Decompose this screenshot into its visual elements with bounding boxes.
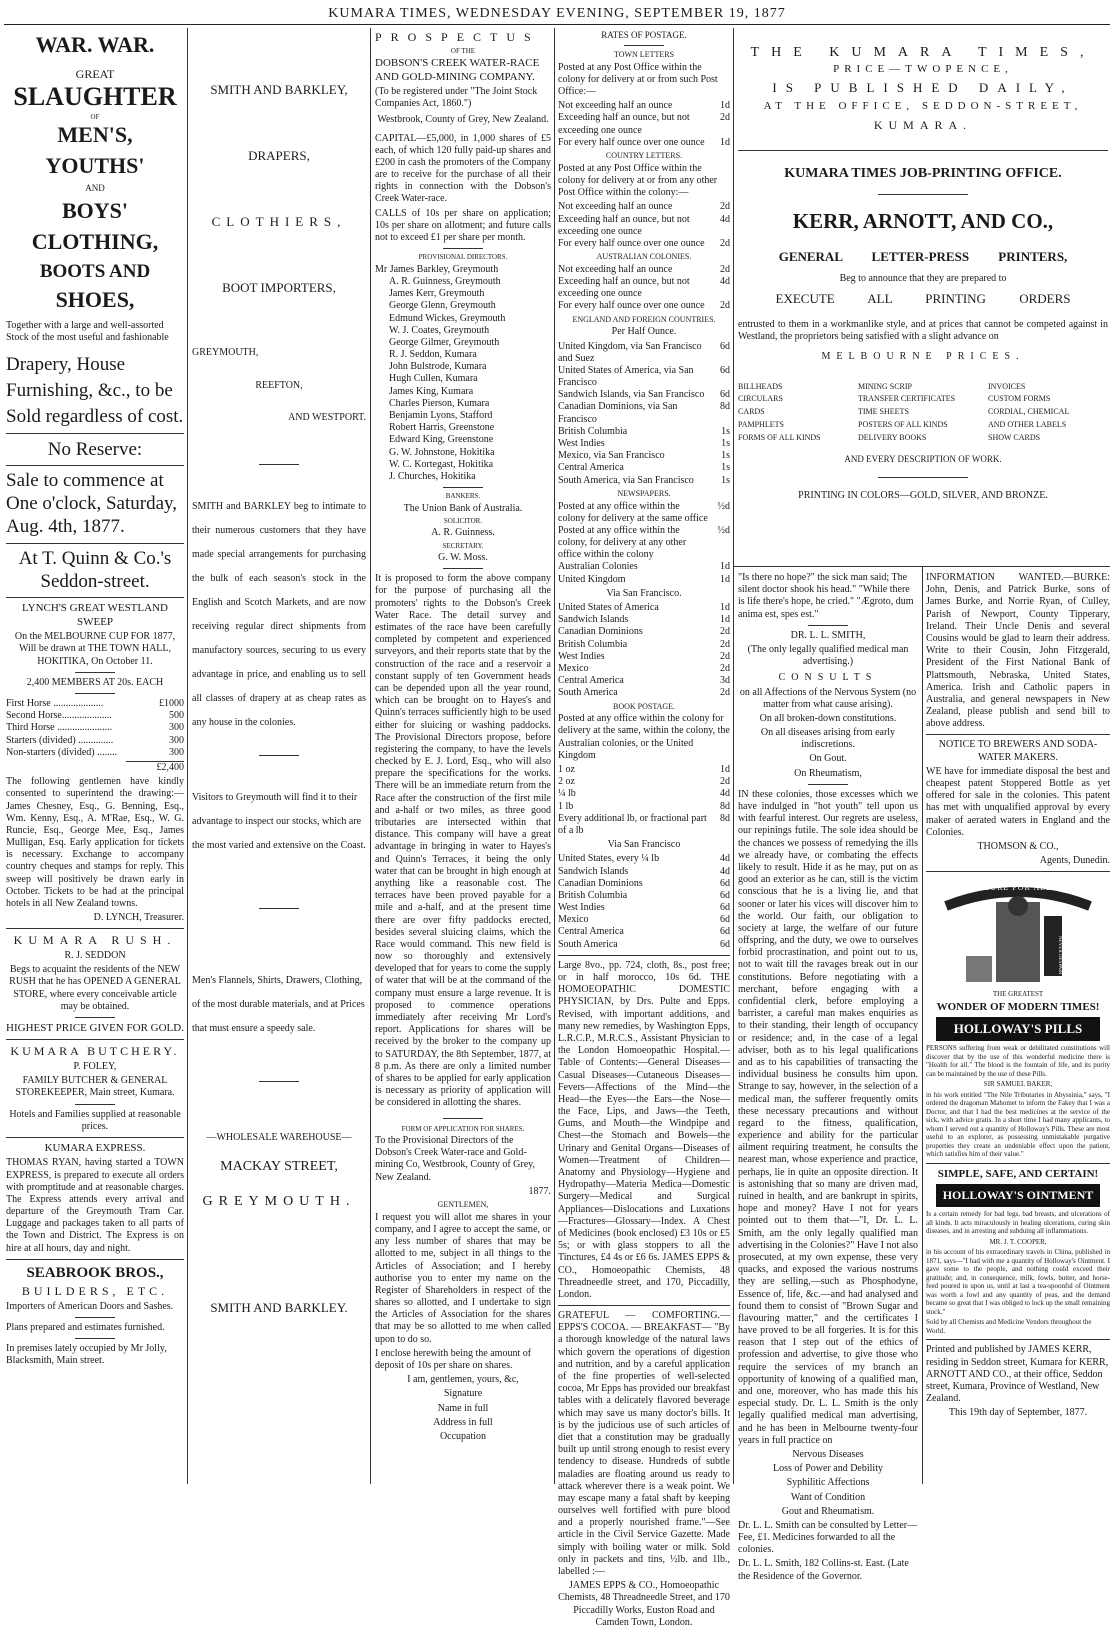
capital-text: CAPITAL—£5,000, in 1,000 shares of £5 each, of which 120 fully paid-up shares and £200 in cash the promoters of the Company are to receive for the purchase of all their rights in connection with the Dobson's Creek Water-race. — [375, 132, 551, 205]
rheum-text: On Rheumatism, — [794, 767, 862, 779]
kerr-arnott-heading: KERR, ARNOTT, AND CO., — [792, 209, 1054, 234]
director-item: J. Churches, Hokitika — [389, 470, 476, 482]
rate-row: Exceeding half an ounce, but not exceeding one ounce 4d — [558, 276, 730, 300]
director-item: Edmund Wickes, Greymouth — [389, 312, 506, 324]
postage-heading: RATES OF POSTAGE. — [601, 30, 687, 40]
execute-heading: EXECUTE ALL PRINTING ORDERS — [775, 291, 1071, 307]
sold-text: Sold by all Chemists and Medicine Vendors throughout the World. — [926, 1318, 1092, 1335]
newspapers-heading: NEWSPAPERS. — [617, 488, 671, 498]
rate-row: British Columbia 2d — [558, 638, 730, 650]
rate-row: United States of America, via San Francisco 6d — [558, 364, 730, 389]
director-item: Robert Harris, Greenstone — [389, 422, 495, 434]
greymouth-heading: GREYMOUTH. — [202, 1194, 356, 1210]
masthead-rule — [4, 24, 1110, 25]
wonder-heading: WONDER OF MODERN TIMES! — [936, 1000, 1100, 1013]
england-rates — [558, 341, 730, 487]
director-item: G. W. Johnstone, Hokitika — [389, 446, 495, 458]
additional-row: Every additional lb, or fractional part of a lb 8d — [558, 812, 730, 836]
mackay-street: MACKAY STREET, — [220, 1159, 338, 1175]
hygeia-illustration — [926, 876, 1110, 986]
column-5 — [738, 570, 918, 1582]
butchery-heading: KUMARA BUTCHERY. — [10, 1044, 180, 1059]
loss-text: Loss of Power and Debility — [773, 1463, 883, 1475]
hotels-text: Hotels and Families supplied at reasonable prices. — [9, 1108, 181, 1132]
form-field-name: Name in full — [437, 1402, 489, 1414]
rate-row: Central America 6d — [558, 926, 730, 938]
baker-heading: SIR SAMUEL BAKER, — [983, 1080, 1053, 1089]
calls-text: CALLS of 10s per share on application; 10s per share on allotment; and future calls not to exceed £1 per share per month. — [375, 207, 551, 244]
rate-row: United States of America 1d — [558, 602, 730, 614]
job-printing-heading: KUMARA TIMES JOB-PRINTING OFFICE. — [784, 166, 1062, 182]
imprint-text: Printed and published by JAMES KERR, residing in Seddon street, Kumara for KERR, ARNOTT AND CO., at their office, Seddon street, Kumara, Province of Westland, New Zealand. — [926, 1344, 1109, 1405]
column-3 — [375, 28, 551, 1484]
rate-row: Central America 1s — [558, 462, 730, 474]
nervous-text: Nervous Diseases — [792, 1448, 864, 1460]
great-text: GREAT — [75, 66, 115, 81]
country-rates — [558, 201, 730, 250]
gout2-text: Gout and Rheumatism. — [781, 1505, 875, 1517]
bank-name: The Union Bank of Australia. — [403, 502, 523, 514]
rate-row: Canadian Dominions 2d — [558, 626, 730, 638]
printing-item-row: BILLHEADS MINING SCRIP INVOICES — [738, 381, 1026, 391]
director-item: Charles Pierson, Kumara — [389, 397, 490, 409]
prize-row: Non-starters (divided) ........ 300 — [6, 746, 184, 758]
via-sf-rates-2 — [558, 853, 730, 951]
imprint-date: This 19th day of September, 1877. — [948, 1407, 1088, 1419]
never-despair-text: NEVER DESPAIR — [1057, 936, 1062, 975]
via-sf-heading: Via San Francisco. — [606, 587, 682, 599]
published-daily: IS PUBLISHED DAILY, — [772, 80, 1074, 96]
prospectus-body: It is proposed to form the above company for the purpose of purchasing all the promoters' rights to the Dobson's Creek Water Race. The detail survey and estimates of the race have been carefully completed by competent and experienced surveyors, and their reports state that by the construction of the race and a reservoir a constant supply of ten Government heads can be depended upon all the year round, which can be brought on to Hayes's and Quinn's terraces sufficiently high to be used either for sluicing or washing paddocks. The Provisional Directors propose, before registering the company, to have the levels checked by E. J. Lord, Esq., who will also prepare the specifications for the works. There will be an immediate return from the Race after the construction of the first mile and a-half or two miles, as three good tributaries are intersected within that distance. This company will have a great advantage in bringing in water to Hayes's and Quinn's Terraces, it being the only water that can be brought in high enough at anything like a reasonable cost. The terraces have been proved payable for a mile and a-half, and at the present time there are over fifty paddocks erected, besides several sluicing claims, which the Race would command. This new field is now so thoroughly and extensively developed that for years to come the supply of water that will be at the command of the company must ensure a large revenue. It is proposed to commence operations immediately after receiving Mr Lord's report. Applications for shares will be received by the broker to the company up to SATURDAY, the 8th September, 1877, at 8 p.m. As there are only a limited number of shares to be applied for early application is necessary as priority of application will be considered in allotting the shares. — [375, 573, 551, 1109]
director-item: George Glenn, Greymouth — [389, 300, 496, 312]
cooper-body: in his account of his extraordinary travels in China, published in 1871, says—"I had with me a quantity of Holloway's Ointment. I gave some to the people, and nothing could exceed their gratitude; and, in consequence, milk, fowls, butter, and horse-feed poured in upon us, until at last a tea-spoonful of Ointment was worth a fowl and any quantity of peas, and the demand became so great that I was obliged to lock up the small remaining stock." — [926, 1248, 1110, 1316]
book-rates — [558, 764, 730, 813]
directors-list — [375, 264, 551, 483]
lynch-subtitle: On the MELBOURNE CUP FOR 1877, Will be drawn at THE TOWN HALL, HOKITIKA, On October 11. — [14, 631, 176, 667]
entrusted-text: entrusted to them in a workmanlike style, and at prices that cannot be competed against in Westland, the proprietors being satisfied with a slight advance on — [738, 318, 1108, 343]
rate-row: South America, via San Francisco 1s — [558, 474, 730, 486]
prize-row: First Horse .................... £1000 — [6, 698, 184, 709]
town-letters-heading: TOWN LETTERS — [613, 49, 675, 59]
boots-heading: BOOTS AND — [39, 260, 151, 282]
members-text: 2,400 MEMBERS AT 20s. EACH — [26, 676, 164, 688]
and-text: AND — [85, 183, 105, 194]
drapery-text: Drapery, House Furnishing, &c., to be Sold regardless of cost. — [6, 354, 184, 427]
form-closing: I am, gentlemen, yours, &c, — [407, 1374, 519, 1386]
hope-verse: "Is there no hope?" the sick man said; The silent doctor shook his head." "While there is life there's hope, he cried." "Ægroto, dum anima est, spes est." — [738, 572, 914, 620]
general-printers-heading: GENERAL LETTER-PRESS PRINTERS, — [778, 249, 1068, 265]
rate-row: South America 2d — [558, 687, 730, 699]
boot-importers-heading: BOOT IMPORTERS, — [222, 279, 336, 295]
rate-row: 1 lb 8d — [558, 800, 730, 812]
simple-safe-heading: SIMPLE, SAFE, AND CERTAIN! — [937, 1168, 1099, 1181]
affections-text: on all Affections of the Nervous System (no matter from what cause arising). — [739, 686, 917, 710]
form-heading: FORM OF APPLICATION FOR SHARES. — [401, 1124, 525, 1133]
rate-row: Central America 3d — [558, 675, 730, 687]
westbrook-text: Westbrook, County of Grey, New Zealand. — [377, 114, 549, 126]
rate-row: British Columbia 1s — [558, 425, 730, 437]
newspaper-rates — [558, 501, 730, 586]
plans-text: Plans prepared and estimates furnished. — [6, 1321, 165, 1333]
thomson-name: THOMSON & CO., — [977, 840, 1059, 852]
rate-row: Australian Colonies 1d — [558, 561, 730, 573]
director-item: Hugh Cullen, Kumara — [389, 373, 478, 385]
every-description: AND EVERY DESCRIPTION OF WORK. — [844, 454, 1002, 465]
slaughter-heading: SLAUGHTER — [13, 82, 177, 112]
via-sf-heading-2: Via San Francisco — [607, 839, 681, 851]
letter-text: Dr. L. L. Smith can be consulted by Letter—Fee, £1. Medicines forwarded to all the colonies. — [738, 1519, 918, 1556]
diseases-text: On all diseases arising from early indiscretions. — [760, 727, 896, 751]
kumara-text: KUMARA. — [873, 117, 973, 132]
australian-rates — [558, 264, 730, 313]
drapers-heading: DRAPERS, — [248, 147, 310, 163]
notice-heading: NOTICE TO BREWERS AND SODA-WATER MAKERS. — [938, 739, 1098, 763]
melbourne-prices: MELBOURNE PRICES. — [821, 351, 1025, 363]
bankers-heading: BANKERS. — [445, 492, 481, 501]
column-rule — [370, 28, 371, 1484]
boys-heading: BOYS' — [61, 198, 129, 224]
information-wanted: INFORMATION WANTED.—BURKE: John, Denis, and Patrick Burke, sons of James Burke, and Norrie Ryan, of Culley, Parish of Newport, County Tipperary, Ireland. Their Uncle Denis and several Cousins would be glad to learn their address. Write to their Cousin, John Fitzgerald, President of the First National Bank of Plattsmouth, Nebraska, United States, America. Irish and Catholic papers in Australia, and general newspapers in New Zealand, please publish and send bill to above address. — [926, 572, 1110, 730]
rush-body: Begs to acquaint the residents of the NEW RUSH that he has OPENED A GENERAL STORE, where every conceivable article may be obtained. — [9, 964, 181, 1012]
prize-row: Third Horse ...................... 300 — [6, 722, 184, 734]
rate-row: Posted at any office within the colony, for delivery at any other office within the colony ½d — [558, 524, 730, 561]
printing-item-row: FORMS OF ALL KINDS DELIVERY BOOKS SHOW CARDS — [738, 432, 1041, 442]
england-heading: ENGLAND AND FOREIGN COUNTRIES. — [572, 314, 716, 324]
rush-heading: KUMARA RUSH. — [13, 933, 177, 948]
kumara-times-notice — [738, 28, 1108, 564]
gout-text: On Gout. — [809, 753, 847, 765]
homoeopathic-ad: Large 8vo., pp. 724, cloth, 8s., post free; or in half morocco, 10s 6d. THE HOMOEOPATHIC DOMESTIC PHYSICIAN, by Drs. Pulte and Epps. Revised, with important additions, and many new remedies, by Washington Epps, L.R.C.P., M.R.C.S., Assistant Physician to the London Homoeopathic Hospital.—Table of Contents:—General Diseases—Casual Diseases—Cutaneous Diseases—Fevers—Affections of the Mind—the Head—the Eyes—the Ears—the Nose—the Face, Lips, and Jaws—the Teeth, Gums, and Mouth—the Windpipe and Chest—the Stomach and Bowels—the Urinary and Genital Organs—Diseases of Women—Treatment of Children—Anatomy and Physiology—Hygiene and Hydropathy—Materia Medica—Domestic Surgery—Medical and Surgical Appliances—Dislocations and Luxations—Fractures—Glossary—Index. A Chest of Medicines (book enclosed) £3 10s or £5 5s; or with glass stoppers to all the Tinctures, £4 4s or £6 6s. JAMES EPPS & CO., Homoeopathic Chemists, 48 Threadneedle street, and 170, Piccadilly, London. — [558, 959, 730, 1300]
rate-row: Exceeding half an ounce, but not exceeding one ounce 4d — [558, 213, 730, 237]
cocoa-signature: JAMES EPPS & CO., Homoeopathic Chemists, 48 Threadneedle Street, and 170 Piccadilly Works, Euston Road and Camden Town, London. — [558, 1580, 730, 1628]
beg-text: Beg to announce that they are prepared to — [839, 272, 1007, 284]
sale-text: Sale to commence at One o'clock, Saturday, Aug. 4th, 1877. — [6, 470, 178, 538]
australian-heading: AUSTRALIAN COLONIES. — [596, 252, 692, 262]
rate-row: Not exceeding half an ounce 2d — [558, 201, 730, 213]
rate-row: West Indies 1s — [558, 438, 730, 450]
agents-text: Agents, Dunedin. — [1039, 855, 1110, 867]
rate-row: Sandwich Islands 1d — [558, 614, 730, 626]
rate-row: Canadian Dominions, via San Francisco 8d — [558, 401, 730, 425]
qualified-text: (The only legally qualified medical man advertising.) — [747, 643, 909, 668]
holloways-pills-banner: HOLLOWAY'S PILLS — [936, 1017, 1100, 1041]
lynch-heading: LYNCH'S GREAT WESTLAND SWEEP — [22, 602, 168, 628]
director-item: James Kerr, Greymouth — [389, 288, 485, 300]
director-item: W. C. Kortegast, Hokitika — [389, 458, 494, 470]
highest-price: HIGHEST PRICE GIVEN FOR GOLD. — [6, 1021, 184, 1034]
smith-barkley-footer: SMITH AND BARKLEY. — [210, 1300, 348, 1316]
office-text: AT THE OFFICE, SEDDON-STREET, — [763, 100, 1083, 113]
solicitor-name: A. R. Guinness. — [431, 527, 495, 539]
director-item: George Gilmer, Greymouth — [389, 336, 500, 348]
via-sf-rates — [558, 602, 730, 700]
rate-row: ¼ lb 4d — [558, 788, 730, 800]
director-item: W. J. Coates, Greymouth — [389, 324, 490, 336]
clothiers-heading: CLOTHIERS, — [211, 213, 347, 229]
director-item: Edward King, Greenstone — [389, 434, 494, 446]
express-heading: KUMARA EXPRESS. — [44, 1141, 146, 1154]
rate-row: United Kingdom 1d — [558, 573, 730, 585]
wholesale-text: —WHOLESALE WAREHOUSE— — [206, 1132, 352, 1143]
registered-text: (To be registered under "The Joint Stock Companies Act, 1860.") — [375, 85, 538, 110]
rate-row: Not exceeding half an ounce 1d — [558, 100, 730, 112]
dr-smith-body: IN these colonies, those excesses which we have indulged in "hot youth" tell upon us with fearful interest. Our regrets are useless, our repinings futile. The sole idea should be the chances we possess of remedying the ills we already have, or combating the effects likely to result. Hide it as he may, put on as good an exterior as he can, still is the victim conscious that he is a living lie, and that sooner or later his vices will discover him to the world. Our faith, our obligation to society at large, the welfare of our future offspring, and the duty, we owe to ourselves forbid procrastination, and point out to us, not to wait till the ravages break out in our constitutions. Before negotiating with a merchant, before engaging with a confidential clerk, before employing a barrister, a careful man makes enquiries as to their standing, their length of occupancy or residence; and, in the case of a legal adviser, both as to his legal qualifications and as to his capabilities of transacting the individual business he consults him upon. Strange to say, however, in the selection of a medical man, the sufferer frequently omits these necessary precautions and without regard to the fitness, qualification, experience and ability for the particular ailment requiring treatment, he consults the nearest man, whose experience and practice, perhaps, lie in quite an opposite direction. It is astonishing that so many are driven mad, ruined in health, and are bankrupt in spirits, hope and money? Have I not for years pointed out to them that—"I, Dr. L. L. Smith, am the only legally qualified man advertising in the Colonies?" Have I not also prosecuted, at my own expense, these very quacks, and exposed the various nostrums they are selling,—such as Phosphodyne, Essence of, life, &c.—and had analysed and found them to consist of "Brown Sugar and flavouring matter," and the certificates I have proved to be all forgeries. It is for this reason that I step out of the ethics of profession and advertise, to give those who require the services of my branch an opportunity of knowing of a qualified man, and one, moreover, who has made this his especial study. Dr. L. L. Smith is the only legally qualified medical man advertising, and he has been in Melbourne twenty-four years in full practice on — [738, 788, 918, 1446]
solicitor-heading: SOLICITOR. — [443, 516, 483, 525]
want-text: Want of Condition — [790, 1491, 866, 1503]
rate-row: Posted at any office within the colony for delivery at the same office ½d — [558, 500, 730, 524]
clothing-heading: CLOTHING, — [31, 229, 159, 255]
director-item: Mr James Barkley, Greymouth — [375, 263, 499, 275]
builders-heading: BUILDERS, ETC. — [21, 1284, 169, 1299]
printing-item-row: CARDS TIME SHEETS CORDIAL, CHEMICAL — [738, 407, 1070, 417]
director-item: John Bulstrode, Kumara — [389, 361, 487, 373]
printing-item-row: CIRCULARS TRANSFER CERTIFICATES CUSTOM FORMS — [738, 394, 1051, 404]
section-rule — [734, 566, 1110, 567]
reefton-text: REEFTON, — [255, 379, 303, 391]
rate-row: Sandwich Islands, via San Francisco 6d — [558, 389, 730, 401]
town-intro: Posted at any Post Office within the colony for delivery at or from such Post Office:— — [558, 61, 718, 98]
cure-for-all-text: CURE FOR ALL — [983, 883, 1052, 893]
rate-row: British Columbia 6d — [558, 889, 730, 901]
rate-row: West Indies 2d — [558, 650, 730, 662]
directors-heading: PROVISIONAL DIRECTORS. — [418, 253, 508, 262]
of-text: OF — [90, 113, 100, 122]
form-field-occupation: Occupation — [439, 1430, 487, 1442]
form-to: To the Provisional Directors of the Dobson's Creek Water-race and Gold-mining Co, Westbrook, County of Grey, New Zealand. — [375, 1135, 536, 1183]
printing-colors: PRINTING IN COLORS—GOLD, SILVER, AND BRONZE. — [798, 490, 1048, 502]
rush-name: R. J. SEDDON — [64, 950, 126, 961]
director-item: R. J. Seddon, Kumara — [389, 349, 477, 361]
country-letters-heading: COUNTRY LETTERS. — [605, 151, 683, 161]
rate-row: For every half ounce over one ounce 2d — [558, 300, 730, 312]
form-gentlemen: GENTLEMEN, — [437, 1200, 489, 1209]
of-the-text: OF THE — [450, 46, 476, 55]
greatest-text: THE GREATEST — [992, 990, 1044, 999]
intimate-text: SMITH and BARKLEY beg to intimate to their numerous customers that they have made special arrangements for purchasing the bulk of each season's stock in the English and Scotch Markets, and are now receiving regular direct shipments from manufactory sources, securing to us every advantage in price, and enabling us to sell all classes of drapery at as cheap rates as any house in the colonies. — [192, 501, 366, 728]
rate-row: Mexico, via San Francisco 1s — [558, 450, 730, 462]
rate-row: 1 oz 1d — [558, 764, 730, 776]
rate-row: United Kingdom, via San Francisco and Suez 6d — [558, 340, 730, 364]
book-postage-heading: BOOK POSTAGE. — [612, 701, 676, 711]
prize-row: Starters (divided) .............. 300 — [6, 734, 184, 746]
column-rule — [922, 566, 923, 1484]
greymouth-text: GREYMOUTH, — [192, 347, 259, 359]
butchery-body: FAMILY BUTCHER & GENERAL STOREKEEPER, Main street, Kumara. — [15, 1075, 175, 1099]
together-text: Together with a large and well-assorted Stock of the most useful and fashionable — [6, 319, 169, 344]
rate-row: Sandwich Islands 4d — [558, 865, 730, 877]
prize-total: £2,400 — [126, 761, 184, 774]
country-intro: Posted at any Post Office within the colony for delivery at or from any other Post Office within the colony:— — [558, 162, 718, 199]
company-name: DOBSON'S CREEK WATER-RACE AND GOLD-MINING COMPANY. — [375, 57, 540, 83]
premises-text: In premises lately occupied by Mr Jolly, Blacksmith, Main street. — [6, 1343, 167, 1367]
column-rule — [554, 28, 555, 1484]
form-field-address: Address in full — [433, 1416, 493, 1428]
director-item: A. R. Guinness, Greymouth — [389, 275, 501, 287]
flannels-text: Men's Flannels, Shirts, Drawers, Clothing, of the most durable materials, and at Prices that must ensure a speedy sale. — [192, 975, 365, 1034]
express-body: THOMAS RYAN, having started a TOWN EXPRESS, is prepared to execute all orders with promptitude and at reasonable charges. The Express attends every arrival and departure of the Greymouth Tram Car. Luggage and packages taken to all parts of the Town and District. The Express is on hire at all hours, day and night. — [6, 1157, 184, 1254]
broken-text: On all broken-down constitutions. — [759, 712, 897, 724]
shoes-heading: SHOES, — [55, 287, 135, 313]
column-4 — [558, 28, 730, 1628]
dr-smith-heading: DR. L. L. SMITH, — [790, 629, 866, 641]
rate-row: United States, every ¼ lb 4d — [558, 853, 730, 865]
mens-heading: MEN'S, — [57, 121, 133, 147]
visitors-text: Visitors to Greymouth will find it to their advantage to inspect our stocks, which are the most varied and extensive on the Coast. — [192, 792, 366, 851]
printing-items — [738, 382, 1108, 443]
ointment-body: Is a certain remedy for bad legs, bad breasts, and ulcerations of all kinds. It acts miraculously in healing ulcerations, curing skin diseases, and in arresting and subduing all inflammations. — [926, 1210, 1110, 1236]
smith-barkley-heading: SMITH AND BARKLEY, — [210, 82, 348, 97]
book-intro: Posted at any office within the colony for delivery at the same, within the colony, the Australian colonies, or the United Kingdom — [558, 713, 730, 761]
syph-text: Syphilitic Affections — [786, 1477, 870, 1489]
rate-row: South America 6d — [558, 938, 730, 950]
cooper-heading: MR. J. T. COOPER, — [989, 1237, 1047, 1246]
lynch-signature: D. LYNCH, Treasurer. — [93, 912, 184, 924]
seabrook-heading: SEABROOK BROS., — [26, 1264, 164, 1281]
column-2 — [192, 28, 366, 1484]
prospectus-heading: PROSPECTUS — [375, 30, 540, 44]
rate-row: For every half ounce over one ounce 1d — [558, 136, 730, 148]
printing-item-row: PAMPHLETS POSTERS OF ALL KINDS AND OTHER LABELS — [738, 419, 1067, 429]
pills-body: PERSONS suffering from weak or debilitated constitutions will discover that by the use of this wonderful medicine there is "Health for all." The blood is the fountain of life, and its purity can be maintained by the use of these Pills. — [926, 1044, 1110, 1078]
rate-row: Mexico 2d — [558, 662, 730, 674]
rate-row: Canadian Dominions 6d — [558, 877, 730, 889]
baker-body: in his work entitled "The Nile Tributaries in Abyssinia," says, "I ordered the dragoman Mahomet to inform the Fakey that I was a Doctor, and that I had the best medicines at the service of the sick, with advice gratis. In a short time I had many applicants, to whom I served out a quantity of Holloway's Pills. These are most useful to an explorer, as possessing unmistakable purgative properties they create an undeniable effect upon the patient, which satisfies him of their value." — [926, 1090, 1110, 1159]
rate-row: Mexico 6d — [558, 914, 730, 926]
column-rule — [187, 28, 188, 1484]
column-rule — [733, 28, 734, 1484]
price-text: PRICE—TWOPENCE, — [833, 63, 1013, 76]
no-reserve-heading: No Reserve: — [47, 439, 143, 461]
rate-row: 2 oz 2d — [558, 776, 730, 788]
rate-row: Exceeding half an ounce, but not exceeding one ounce 2d — [558, 112, 730, 136]
form-field-signature: Signature — [443, 1388, 483, 1400]
address-text: Dr. L. L. Smith, 182 Collins-st. East. (Late the Residence of the Governor. — [738, 1558, 909, 1582]
quinn-address: At T. Quinn & Co.'s Seddon-street. — [18, 547, 172, 592]
prize-list — [6, 698, 184, 759]
cocoa-ad: GRATEFUL — COMFORTING.— EPPS'S COCOA. — BREAKFAST— "By a thorough knowledge of the natural laws which govern the operations of digestion and nutrition, and by a careful application of the fine properties of well-selected cocoa, Mr Epps has provided our breakfast tables with a delicately flavored beverage which may save us many doctor's bills. It is by the judicious use of such articles of diet that a constitution may be gradually built up until strong enough to resist every tendency to disease. Hundreds of subtle maladies are floating around us ready to attack wherever there is a weak point. We may escape many a fatal shaft by keeping ourselves well fortified with pure blood and a properly nourished frame."—See article in the Civil Service Gazette. Made simply with boiling water or milk. Sold only in packets and tins, ½lb. and 1lb., labelled :— — [558, 1310, 730, 1578]
westport-text: AND WESTPORT. — [288, 411, 366, 423]
lynch-body: The following gentlemen have kindly consented to superintend the drawing:—James Chesney, Esq., G. Benning, Esq., Wm. Kenny, Esq., A. M'Rae, Esq., W. G. Runcie, Esq., George Mee, Esq., James Mulligan, Esq. Early application for tickets is necessary. Exchange to accompany country cheques and stamps for reply. This sweep will positively be drawn early in October. Tickets to be had at the principal hotels in all New Zealand towns. — [6, 776, 184, 909]
holloways-ointment-banner: HOLLOWAY'S OINTMENT — [936, 1184, 1100, 1207]
column-1 — [6, 28, 184, 1484]
town-rates — [558, 100, 730, 149]
war-heading: WAR. WAR. — [35, 32, 155, 57]
form-enclose: I enclose herewith being the amount of deposit of 10s per share on shares. — [375, 1347, 532, 1371]
director-item: Benjamin Lyons, Stafford — [389, 410, 493, 421]
column-6 — [926, 570, 1110, 1484]
secretary-name: G. W. Moss. — [438, 552, 488, 564]
prize-row: Second Horse.................... 500 — [6, 710, 184, 722]
secretary-heading: SECRETARY. — [442, 541, 484, 550]
butchery-name: P. FOLEY, — [73, 1060, 117, 1072]
consults-heading: CONSULTS — [778, 672, 878, 684]
kumara-times-title: THE KUMARA TIMES, — [750, 45, 1096, 60]
rate-row: For every half ounce over one ounce 2d — [558, 237, 730, 249]
rate-row: West Indies 6d — [558, 902, 730, 914]
rate-row: Not exceeding half an ounce 2d — [558, 263, 730, 275]
notice-body: WE have for immediate disposal the best and cheapest patent Stoppered Bottle as yet offered for sale in the colonies. This patent has met with unqualified approval by every maker of aerated waters in England and the Colonies. — [926, 765, 1110, 838]
masthead: KUMARA TIMES, WEDNESDAY EVENING, SEPTEMBER 19, 1877 — [328, 6, 786, 21]
form-year: 1877. — [528, 1185, 551, 1197]
youths-heading: YOUTHS' — [45, 152, 145, 178]
director-item: James King, Kumara — [389, 385, 474, 397]
form-request: I request you will allot me shares in your company, and I agree to accept the same, or any less number of shares that may be allotted to me, subject in all things to the Articles of Association; and I hereby authorise you to enter my name on the Register of Shareholders in respect of the shares so allotted, and I undertake to sign the Articles of Association for the shares that may be so allotted to me when called upon to do so. — [375, 1211, 551, 1345]
importers-text: Importers of American Doors and Sashes. — [6, 1300, 174, 1312]
per-half-ounce: Per Half Ounce. — [611, 326, 677, 338]
